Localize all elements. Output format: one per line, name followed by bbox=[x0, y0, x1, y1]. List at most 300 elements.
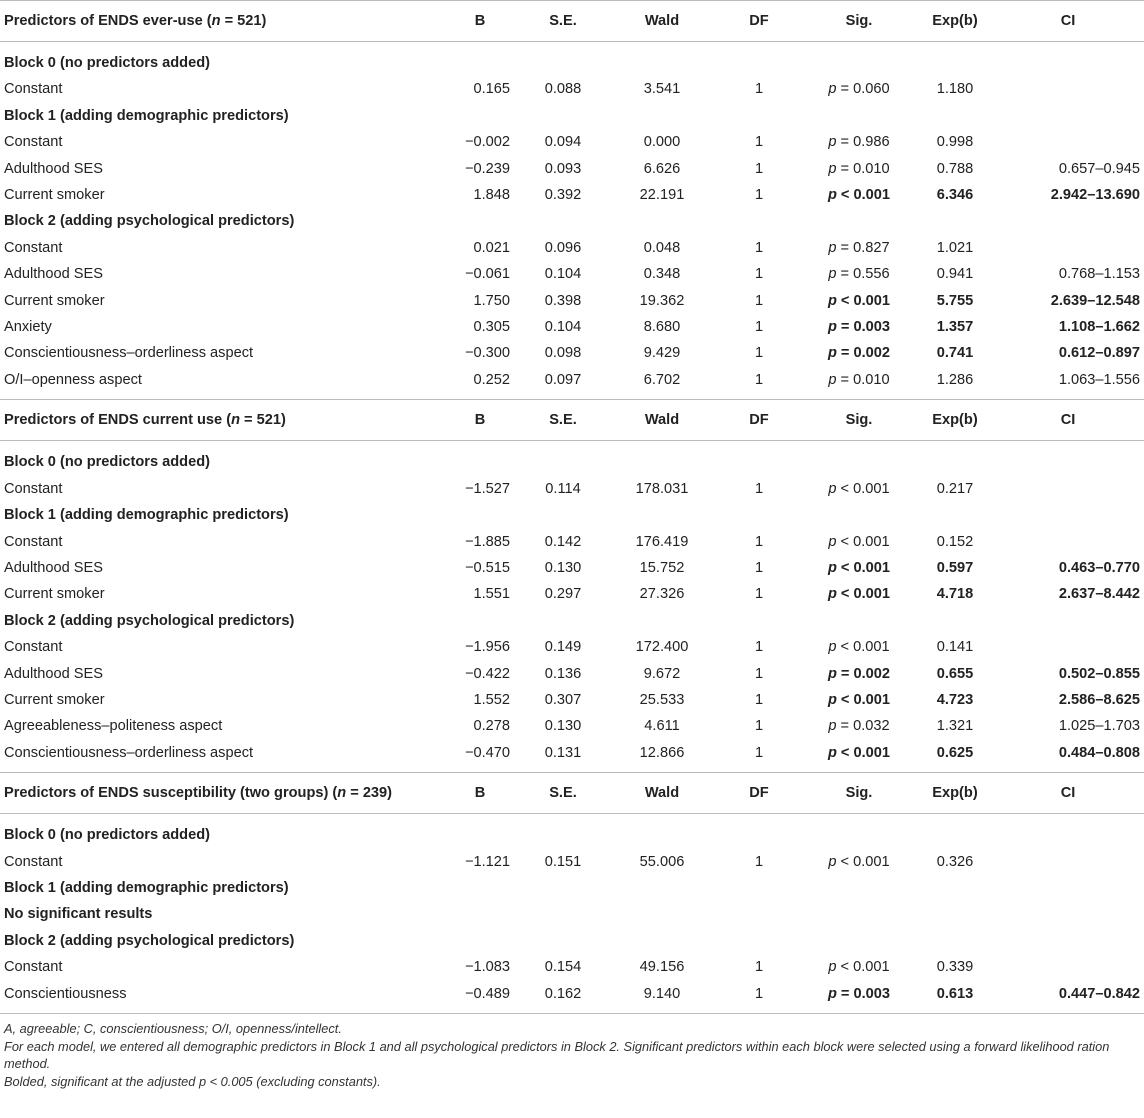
p-value: < 0.001 bbox=[836, 187, 891, 204]
cell-sig bbox=[800, 634, 918, 660]
predictor-name: Current smoker bbox=[4, 586, 105, 603]
section-n-symbol: n bbox=[337, 785, 347, 802]
cell-ci bbox=[992, 129, 1144, 155]
block-label: Block 1 (adding demographic predictors) bbox=[4, 507, 289, 524]
p-symbol: p bbox=[827, 345, 837, 362]
cell-se: 0.097 bbox=[544, 371, 582, 388]
cell-ci: 2.637–8.442 bbox=[1058, 586, 1140, 603]
p-value: < 0.001 bbox=[836, 744, 891, 761]
p-symbol: p bbox=[828, 239, 837, 256]
cell-wald: 15.752 bbox=[639, 559, 685, 576]
predictor-name: Anxiety bbox=[4, 319, 52, 336]
cell-se: 0.104 bbox=[544, 266, 582, 283]
cell-sig bbox=[800, 156, 918, 182]
p-symbol: p bbox=[827, 985, 837, 1002]
cell-df: 1 bbox=[754, 81, 764, 98]
p-value: < 0.001 bbox=[836, 691, 891, 708]
block-label-row bbox=[0, 928, 1144, 954]
cell-se: 0.398 bbox=[544, 292, 582, 309]
predictor-name: Adulthood SES bbox=[4, 266, 103, 283]
p-value: = 0.032 bbox=[836, 718, 890, 735]
cell-ci bbox=[992, 849, 1144, 875]
cell-ci: 0.612–0.897 bbox=[1058, 345, 1140, 362]
cell-exp: 0.597 bbox=[936, 559, 974, 576]
predictor-name: Adulthood SES bbox=[4, 665, 103, 682]
table-row bbox=[0, 555, 1144, 581]
column-header: Sig. bbox=[800, 1, 918, 42]
cell-b: 1.848 bbox=[473, 187, 510, 204]
cell-wald: 3.541 bbox=[643, 81, 681, 98]
column-header: Wald bbox=[606, 773, 718, 814]
section-header bbox=[0, 400, 1144, 441]
cell-sig bbox=[800, 713, 918, 739]
cell-b: 0.165 bbox=[473, 81, 510, 98]
table-row bbox=[0, 981, 1144, 1013]
column-header: Sig. bbox=[800, 773, 918, 814]
predictor-name: Adulthood SES bbox=[4, 160, 103, 177]
predictor-name: Constant bbox=[4, 959, 63, 976]
cell-exp: 5.755 bbox=[936, 292, 974, 309]
cell-b: 1.551 bbox=[473, 586, 510, 603]
cell-sig bbox=[800, 314, 918, 340]
cell-exp: 1.321 bbox=[936, 718, 974, 735]
cell-b: −0.515 bbox=[464, 559, 510, 576]
p-value: = 0.060 bbox=[836, 81, 890, 98]
cell-exp: 1.286 bbox=[936, 371, 974, 388]
cell-wald: 0.348 bbox=[643, 266, 681, 283]
p-value: < 0.001 bbox=[836, 853, 890, 870]
cell-sig bbox=[800, 76, 918, 102]
cell-exp: 0.998 bbox=[936, 134, 974, 151]
cell-df: 1 bbox=[754, 345, 764, 362]
block-label-row bbox=[0, 103, 1144, 129]
cell-ci: 1.025–1.703 bbox=[1058, 718, 1140, 735]
predictor-name: Conscientiousness–orderliness aspect bbox=[4, 744, 254, 761]
table-row bbox=[0, 581, 1144, 607]
cell-ci: 0.447–0.842 bbox=[1058, 985, 1140, 1002]
p-value: < 0.001 bbox=[836, 959, 890, 976]
cell-ci: 2.586–8.625 bbox=[1058, 691, 1140, 708]
p-symbol: p bbox=[828, 266, 837, 283]
cell-df: 1 bbox=[754, 744, 764, 761]
cell-wald: 0.048 bbox=[643, 239, 681, 256]
cell-wald: 6.626 bbox=[643, 160, 681, 177]
spacer-row bbox=[0, 441, 1144, 450]
block-label: Block 0 (no predictors added) bbox=[4, 55, 210, 71]
cell-exp: 0.326 bbox=[936, 853, 974, 870]
block-label-row bbox=[0, 502, 1144, 528]
cell-sig bbox=[800, 740, 918, 773]
cell-df: 1 bbox=[754, 371, 764, 388]
cell-se: 0.088 bbox=[544, 81, 582, 98]
p-symbol: p bbox=[827, 559, 837, 576]
p-symbol: p bbox=[827, 292, 837, 309]
table-row bbox=[0, 235, 1144, 261]
p-value: = 0.827 bbox=[836, 239, 890, 256]
table-row bbox=[0, 182, 1144, 208]
p-symbol: p bbox=[828, 160, 837, 177]
cell-se: 0.114 bbox=[545, 480, 581, 497]
cell-df: 1 bbox=[754, 559, 764, 576]
column-header: Exp(b) bbox=[918, 773, 992, 814]
column-header: Wald bbox=[606, 400, 718, 441]
cell-se: 0.154 bbox=[544, 959, 582, 976]
block-label: Block 1 (adding demographic predictors) bbox=[4, 107, 289, 124]
p-value: = 0.003 bbox=[836, 319, 891, 336]
cell-ci: 0.463–0.770 bbox=[1058, 559, 1140, 576]
cell-wald: 25.533 bbox=[639, 691, 685, 708]
cell-se: 0.096 bbox=[544, 239, 582, 256]
cell-se: 0.131 bbox=[544, 744, 582, 761]
column-header: CI bbox=[992, 400, 1144, 441]
cell-df: 1 bbox=[754, 533, 764, 550]
cell-b: −0.489 bbox=[464, 985, 510, 1002]
cell-b: −1.083 bbox=[464, 959, 510, 976]
block-label: Block 0 (no predictors added) bbox=[4, 827, 210, 844]
section-n-value: = 521) bbox=[240, 412, 286, 429]
cell-sig bbox=[800, 529, 918, 555]
p-symbol: p bbox=[828, 639, 837, 656]
block-label-row bbox=[0, 208, 1144, 234]
section-title bbox=[0, 1, 440, 42]
cell-exp: 0.741 bbox=[936, 345, 974, 362]
cell-wald: 12.866 bbox=[639, 744, 685, 761]
cell-exp: 0.788 bbox=[936, 160, 974, 177]
cell-wald: 4.611 bbox=[644, 718, 680, 735]
p-symbol: p bbox=[827, 586, 837, 603]
cell-df: 1 bbox=[754, 239, 764, 256]
cell-wald: 6.702 bbox=[643, 371, 681, 388]
cell-se: 0.162 bbox=[544, 985, 582, 1002]
p-symbol: p bbox=[827, 744, 837, 761]
table-row bbox=[0, 76, 1144, 102]
cell-ci: 2.942–13.690 bbox=[1050, 187, 1140, 204]
p-value: < 0.001 bbox=[836, 586, 891, 603]
note-method: For each model, we entered all demographic predictors in Block 1 and all psychological predictors in Block 2. Significant predictors within each block were selected using a forward likelihood ration method. bbox=[4, 1038, 1110, 1072]
cell-exp: 0.655 bbox=[936, 665, 974, 682]
cell-df: 1 bbox=[754, 319, 764, 336]
cell-df: 1 bbox=[754, 134, 764, 151]
cell-wald: 22.191 bbox=[639, 187, 685, 204]
cell-se: 0.151 bbox=[544, 853, 582, 870]
column-header: S.E. bbox=[520, 1, 606, 42]
predictor-name: O/I–openness aspect bbox=[4, 371, 142, 388]
table-row bbox=[0, 476, 1144, 502]
cell-wald: 0.000 bbox=[643, 134, 681, 151]
cell-exp: 4.718 bbox=[936, 586, 974, 603]
predictor-name: Constant bbox=[4, 239, 63, 256]
cell-se: 0.136 bbox=[544, 665, 582, 682]
p-value: = 0.003 bbox=[836, 985, 891, 1002]
cell-wald: 27.326 bbox=[639, 586, 685, 603]
cell-sig bbox=[800, 687, 918, 713]
column-header: Exp(b) bbox=[918, 1, 992, 42]
block-label: No significant results bbox=[4, 906, 153, 923]
block-label: Block 2 (adding psychological predictors) bbox=[4, 612, 295, 629]
p-value: = 0.986 bbox=[836, 134, 890, 151]
column-header: S.E. bbox=[520, 400, 606, 441]
table-row bbox=[0, 367, 1144, 400]
cell-exp: 0.217 bbox=[936, 480, 974, 497]
column-header: Sig. bbox=[800, 400, 918, 441]
table-row bbox=[0, 634, 1144, 660]
cell-ci: 0.657–0.945 bbox=[1058, 160, 1140, 177]
table-body bbox=[0, 1, 1144, 1014]
column-header: CI bbox=[992, 773, 1144, 814]
cell-b: −0.470 bbox=[464, 744, 510, 761]
cell-df: 1 bbox=[754, 639, 764, 656]
table-row bbox=[0, 156, 1144, 182]
table-row bbox=[0, 129, 1144, 155]
cell-wald: 172.400 bbox=[635, 639, 689, 656]
predictor-name: Constant bbox=[4, 480, 63, 497]
table-row bbox=[0, 740, 1144, 773]
note-bolded: Bolded, significant at the adjusted p < 0.005 (excluding constants). bbox=[4, 1073, 381, 1089]
p-value: < 0.001 bbox=[836, 639, 890, 656]
section-n-symbol: n bbox=[211, 13, 221, 29]
cell-df: 1 bbox=[754, 985, 764, 1002]
cell-sig bbox=[800, 261, 918, 287]
cell-b: −1.121 bbox=[464, 853, 510, 870]
table-row bbox=[0, 849, 1144, 875]
predictor-name: Constant bbox=[4, 853, 63, 870]
cell-sig bbox=[800, 954, 918, 980]
table-row bbox=[0, 340, 1144, 366]
cell-b: −0.061 bbox=[464, 266, 510, 283]
cell-ci: 0.502–0.855 bbox=[1058, 665, 1140, 682]
predictor-name: Conscientiousness bbox=[4, 985, 127, 1002]
cell-sig bbox=[800, 235, 918, 261]
cell-b: 0.252 bbox=[473, 371, 510, 388]
predictor-name: Agreeableness–politeness aspect bbox=[4, 718, 223, 735]
spacer-cell bbox=[0, 42, 1144, 51]
cell-df: 1 bbox=[754, 718, 764, 735]
p-symbol: p bbox=[828, 718, 837, 735]
cell-se: 0.094 bbox=[544, 134, 582, 151]
cell-sig bbox=[800, 476, 918, 502]
cell-exp: 1.180 bbox=[936, 81, 974, 98]
cell-df: 1 bbox=[754, 480, 764, 497]
cell-b: −0.239 bbox=[464, 160, 510, 177]
cell-df: 1 bbox=[754, 292, 764, 309]
predictor-name: Adulthood SES bbox=[4, 559, 103, 576]
cell-exp: 1.021 bbox=[936, 239, 974, 256]
column-header: DF bbox=[718, 773, 800, 814]
cell-se: 0.104 bbox=[544, 319, 582, 336]
cell-sig bbox=[800, 288, 918, 314]
cell-wald: 9.429 bbox=[643, 345, 681, 362]
cell-sig bbox=[800, 367, 918, 400]
column-header: S.E. bbox=[520, 773, 606, 814]
p-symbol: p bbox=[828, 959, 837, 976]
section-title bbox=[0, 773, 440, 814]
cell-b: 1.552 bbox=[473, 691, 510, 708]
note-abbreviations: A, agreeable; C, conscientiousness; O/I, openness/intellect. bbox=[4, 1021, 342, 1036]
cell-ci bbox=[992, 476, 1144, 502]
cell-wald: 8.680 bbox=[643, 319, 681, 336]
cell-b: −0.300 bbox=[464, 345, 510, 362]
p-symbol: p bbox=[828, 81, 837, 98]
cell-se: 0.093 bbox=[544, 160, 582, 177]
spacer-cell bbox=[0, 441, 1144, 450]
table-row bbox=[0, 288, 1144, 314]
column-header: DF bbox=[718, 1, 800, 42]
column-header: Wald bbox=[606, 1, 718, 42]
cell-ci: 0.484–0.808 bbox=[1058, 744, 1140, 761]
column-header: DF bbox=[718, 400, 800, 441]
p-symbol: p bbox=[828, 533, 837, 550]
cell-sig bbox=[800, 182, 918, 208]
cell-b: −1.527 bbox=[464, 480, 510, 497]
block-label: Block 2 (adding psychological predictors) bbox=[4, 213, 295, 230]
p-symbol: p bbox=[828, 134, 837, 151]
cell-sig bbox=[800, 849, 918, 875]
cell-wald: 9.140 bbox=[643, 985, 681, 1002]
cell-se: 0.130 bbox=[544, 718, 582, 735]
cell-sig bbox=[800, 555, 918, 581]
cell-b: 1.750 bbox=[473, 292, 510, 309]
block-label: Block 2 (adding psychological predictors) bbox=[4, 932, 295, 949]
column-header: B bbox=[440, 773, 520, 814]
cell-ci: 2.639–12.548 bbox=[1050, 292, 1140, 309]
cell-df: 1 bbox=[754, 266, 764, 283]
table-row bbox=[0, 713, 1144, 739]
p-value: < 0.001 bbox=[836, 480, 890, 497]
column-header: B bbox=[440, 400, 520, 441]
predictor-name: Constant bbox=[4, 134, 63, 151]
section-title-text: Predictors of ENDS ever-use ( bbox=[4, 13, 212, 29]
cell-ci: 1.108–1.662 bbox=[1058, 319, 1140, 336]
p-value: = 0.002 bbox=[836, 665, 891, 682]
cell-wald: 49.156 bbox=[639, 959, 685, 976]
cell-b: 0.278 bbox=[473, 718, 510, 735]
p-value: = 0.002 bbox=[836, 345, 891, 362]
cell-wald: 19.362 bbox=[639, 292, 685, 309]
p-value: = 0.010 bbox=[836, 160, 890, 177]
cell-wald: 55.006 bbox=[639, 853, 685, 870]
cell-b: −0.002 bbox=[464, 134, 510, 151]
cell-wald: 178.031 bbox=[635, 480, 689, 497]
cell-df: 1 bbox=[754, 959, 764, 976]
column-header: B bbox=[440, 1, 520, 42]
cell-se: 0.392 bbox=[544, 187, 582, 204]
section-n-symbol: n bbox=[231, 412, 240, 429]
table-row bbox=[0, 529, 1144, 555]
cell-se: 0.098 bbox=[544, 345, 582, 362]
p-symbol: p bbox=[827, 691, 837, 708]
cell-wald: 9.672 bbox=[643, 665, 681, 682]
cell-exp: 0.941 bbox=[936, 266, 974, 283]
table-row bbox=[0, 261, 1144, 287]
section-header bbox=[0, 1, 1144, 42]
cell-exp: 0.152 bbox=[936, 533, 974, 550]
cell-ci: 0.768–1.153 bbox=[1058, 266, 1140, 283]
section-title-text: Predictors of ENDS susceptibility (two groups) ( bbox=[4, 785, 338, 802]
block-label-row bbox=[0, 822, 1144, 848]
cell-se: 0.297 bbox=[544, 586, 582, 603]
p-symbol: p bbox=[828, 371, 837, 388]
block-label-row bbox=[0, 901, 1144, 927]
cell-ci: 1.063–1.556 bbox=[1058, 371, 1140, 388]
cell-df: 1 bbox=[754, 853, 764, 870]
section-header bbox=[0, 773, 1144, 814]
spacer-row bbox=[0, 814, 1144, 823]
column-header: Exp(b) bbox=[918, 400, 992, 441]
section-n-value: = 239) bbox=[346, 785, 393, 802]
p-value: < 0.001 bbox=[836, 533, 890, 550]
cell-df: 1 bbox=[754, 665, 764, 682]
cell-b: −0.422 bbox=[464, 665, 510, 682]
table-row bbox=[0, 687, 1144, 713]
p-value: < 0.001 bbox=[836, 559, 891, 576]
table-row bbox=[0, 314, 1144, 340]
spacer-row bbox=[0, 42, 1144, 51]
predictor-name: Constant bbox=[4, 533, 63, 550]
predictor-name: Constant bbox=[4, 639, 63, 656]
cell-sig bbox=[800, 129, 918, 155]
cell-df: 1 bbox=[754, 586, 764, 603]
section-n-value: = 521) bbox=[220, 13, 267, 29]
cell-exp: 6.346 bbox=[936, 187, 974, 204]
block-label: Block 1 (adding demographic predictors) bbox=[4, 879, 289, 896]
block-label-row bbox=[0, 449, 1144, 475]
p-symbol: p bbox=[827, 319, 837, 336]
cell-exp: 1.357 bbox=[936, 319, 974, 336]
block-label-row bbox=[0, 50, 1144, 76]
p-symbol: p bbox=[827, 665, 837, 682]
cell-b: −1.956 bbox=[464, 639, 510, 656]
p-symbol: p bbox=[827, 187, 837, 204]
cell-ci bbox=[992, 76, 1144, 102]
cell-exp: 0.141 bbox=[936, 639, 974, 656]
cell-exp: 0.339 bbox=[936, 959, 974, 976]
table-row bbox=[0, 661, 1144, 687]
block-label-row bbox=[0, 875, 1144, 901]
cell-df: 1 bbox=[754, 187, 764, 204]
cell-ci bbox=[992, 235, 1144, 261]
cell-se: 0.142 bbox=[544, 533, 582, 550]
p-symbol: p bbox=[828, 480, 837, 497]
cell-se: 0.307 bbox=[544, 691, 582, 708]
p-value: = 0.556 bbox=[836, 266, 890, 283]
cell-sig bbox=[800, 581, 918, 607]
table-notes bbox=[0, 1013, 1144, 1090]
table-row bbox=[0, 954, 1144, 980]
section-title-text: Predictors of ENDS current use ( bbox=[4, 412, 232, 429]
predictor-name: Constant bbox=[4, 81, 63, 98]
cell-sig bbox=[800, 981, 918, 1013]
cell-exp: 4.723 bbox=[936, 691, 974, 708]
column-header: CI bbox=[992, 1, 1144, 42]
cell-wald: 176.419 bbox=[635, 533, 689, 550]
predictor-name: Current smoker bbox=[4, 187, 105, 204]
cell-se: 0.149 bbox=[544, 639, 582, 656]
cell-b: 0.305 bbox=[473, 319, 510, 336]
cell-ci bbox=[992, 954, 1144, 980]
p-value: < 0.001 bbox=[836, 292, 891, 309]
cell-df: 1 bbox=[754, 691, 764, 708]
block-label: Block 0 (no predictors added) bbox=[4, 454, 210, 471]
predictor-name: Conscientiousness–orderliness aspect bbox=[4, 345, 254, 362]
cell-ci bbox=[992, 634, 1144, 660]
p-value: = 0.010 bbox=[836, 371, 890, 388]
cell-ci bbox=[992, 529, 1144, 555]
block-label-row bbox=[0, 608, 1144, 634]
section-title bbox=[0, 400, 440, 441]
cell-se: 0.130 bbox=[544, 559, 582, 576]
predictor-name: Current smoker bbox=[4, 691, 105, 708]
predictor-name: Current smoker bbox=[4, 292, 105, 309]
